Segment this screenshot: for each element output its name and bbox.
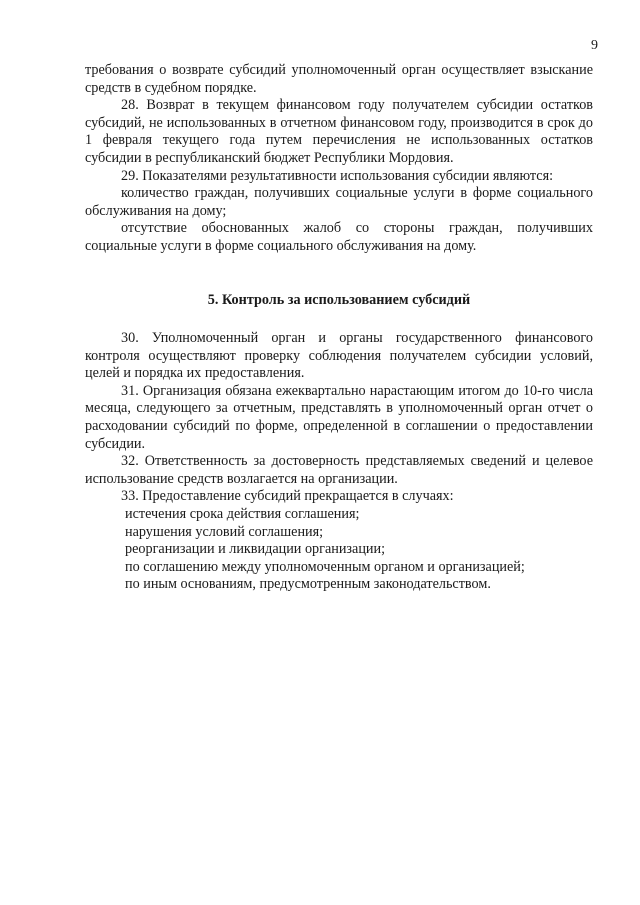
section-payback-and-indicators — [85, 62, 593, 256]
indicator-item: количество граждан, получивших социальные услуги в форме социального обслуживания на дому; — [85, 185, 593, 219]
paragraph-31: 31. Организация обязана ежеквартально нарастающим итогом до 10-го числа месяца, следующего за отчетным, представлять в уполномоченный орган отчет о расходовании субсидий по форме, определенной в соглашении о предоставлении субсидии. — [85, 382, 593, 452]
page-number: 9 — [591, 38, 598, 53]
termination-case: реорганизации и ликвидации организации; — [125, 541, 386, 558]
termination-case: истечения срока действия соглашения; — [125, 505, 360, 522]
termination-case: нарушения условий соглашения; — [125, 523, 324, 540]
section-control — [85, 330, 593, 594]
termination-case: по иным основаниям, предусмотренным законодательством. — [125, 576, 491, 593]
termination-case: по соглашению между уполномоченным органом и организацией; — [125, 558, 525, 575]
indicator-item: отсутствие обоснованных жалоб со стороны граждан, получивших социальные услуги в форме социального обслуживания на дому. — [85, 220, 593, 254]
paragraph-recovery: требования о возврате субсидий уполномоченный орган осуществляет взыскание средств в судебном порядке. — [85, 62, 593, 96]
paragraph-30: 30. Уполномоченный орган и органы государственного финансового контроля осуществляют проверку соблюдения получателем субсидии условий, целей и порядка их предоставления. — [85, 330, 593, 382]
paragraph-32: 32. Ответственность за достоверность представляемых сведений и целевое использование средств возлагается на организации. — [85, 453, 593, 487]
paragraph-29: 29. Показателями результативности использования субсидии являются: — [121, 167, 554, 184]
paragraph-33: 33. Предоставление субсидий прекращается в случаях: — [121, 488, 454, 505]
paragraph-28: 28. Возврат в текущем финансовом году получателем субсидии остатков субсидий, не использованных в отчетном финансовом году, производится в срок до 1 февраля текущего года путем перечисления не использованных остатков субсидии в республиканский бюджет Республики Мордовия. — [85, 97, 593, 166]
section-heading: 5. Контроль за использованием субсидий — [207, 292, 471, 308]
